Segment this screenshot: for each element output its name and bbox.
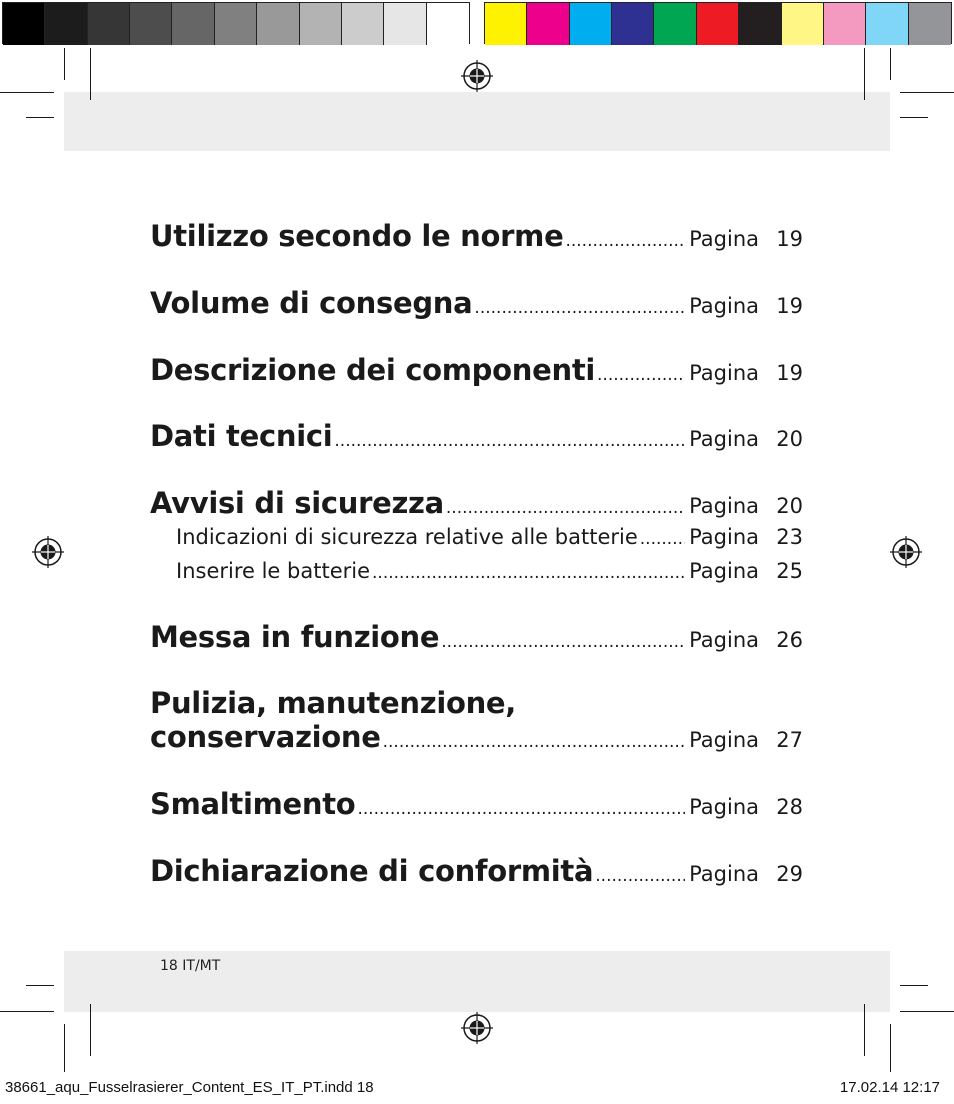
color-swatch [909, 3, 951, 45]
leader-dots [446, 498, 685, 518]
color-swatch [824, 3, 866, 45]
toc-sub-entry[interactable] [176, 525, 803, 549]
color-swatch [130, 3, 172, 45]
page-label: Pagina [689, 728, 759, 752]
toc-entry-title: Messa in funzione [150, 620, 440, 654]
page-number-footer: 18 IT/MT [160, 958, 221, 974]
page-number: 25 [776, 559, 803, 583]
color-swatch [45, 3, 87, 45]
registration-mark-icon [31, 535, 65, 569]
color-swatch [782, 3, 824, 45]
toc-entry[interactable] [150, 353, 803, 387]
toc-sub-entry-title: Inserire le batterie [176, 559, 371, 583]
page-label: Pagina [689, 862, 759, 886]
toc-entry[interactable] [150, 286, 803, 320]
color-swatch [257, 3, 299, 45]
process-color-bar [484, 2, 952, 44]
toc-entry-title: Dichiarazione di conformità [150, 854, 594, 888]
color-swatch [612, 3, 654, 45]
toc-entry-title: Dati tecnici [150, 419, 333, 453]
color-swatch [3, 3, 45, 45]
toc-entry[interactable] [150, 787, 803, 821]
toc-entry[interactable] [150, 620, 803, 654]
registration-mark-icon [460, 1011, 494, 1045]
color-swatch [654, 3, 696, 45]
page-number: 28 [776, 795, 803, 819]
color-swatch [342, 3, 384, 45]
color-swatch [300, 3, 342, 45]
page-number: 19 [776, 294, 803, 318]
leader-dots [441, 632, 685, 652]
color-swatch [697, 3, 739, 45]
registration-mark-icon [889, 535, 923, 569]
page-label: Pagina [689, 227, 759, 251]
toc-entry-title: conservazione [150, 720, 381, 754]
toc-entry-title: Utilizzo secondo le norme [150, 219, 564, 253]
leader-dots [372, 563, 685, 583]
color-swatch [215, 3, 257, 45]
toc-entry[interactable] [150, 486, 803, 520]
toc-entry-title: Avvisi di sicurezza [150, 486, 444, 520]
leader-dots [357, 799, 685, 819]
color-swatch [384, 3, 426, 45]
toc-sub-entry-title: Indicazioni di sicurezza relative alle batterie [176, 525, 638, 549]
leader-dots [383, 732, 685, 752]
file-slug: 38661_aqu_Fusselrasierer_Content_ES_IT_PT.indd 18 [5, 1079, 374, 1096]
color-swatch [527, 3, 569, 45]
page-label: Pagina [689, 795, 759, 819]
toc-entry-title: Smaltimento [150, 787, 356, 821]
page-label: Pagina [689, 294, 759, 318]
color-swatch [866, 3, 908, 45]
page-number: 26 [776, 628, 803, 652]
header-band [64, 92, 890, 151]
page-number: 27 [776, 728, 803, 752]
leader-dots [334, 431, 685, 451]
color-swatch [485, 3, 527, 45]
color-swatch [570, 3, 612, 45]
page-number: 20 [776, 427, 803, 451]
leader-dots [640, 529, 685, 549]
page-label: Pagina [689, 525, 759, 549]
toc-sub-entry[interactable] [176, 559, 803, 583]
leader-dots [595, 866, 685, 886]
page-number: 29 [776, 862, 803, 886]
page-label: Pagina [689, 494, 759, 518]
page-label: Pagina [689, 628, 759, 652]
leader-dots [565, 231, 685, 251]
color-swatch [739, 3, 781, 45]
leader-dots [474, 298, 685, 318]
page-number: 19 [776, 227, 803, 251]
registration-mark-icon [460, 59, 494, 93]
toc-entry-title: Descrizione dei componenti [150, 353, 596, 387]
page-label: Pagina [689, 361, 759, 385]
leader-dots [597, 365, 685, 385]
date-time-slug: 17.02.14 12:17 [839, 1079, 940, 1096]
toc-entry[interactable] [150, 219, 803, 253]
page-label: Pagina [689, 559, 759, 583]
page-number: 20 [776, 494, 803, 518]
color-swatch [172, 3, 214, 45]
toc-entry[interactable] [150, 419, 803, 453]
color-swatch [427, 3, 469, 45]
toc-entry[interactable] [150, 854, 803, 888]
page-label: Pagina [689, 427, 759, 451]
grayscale-color-bar [2, 2, 470, 44]
page-number: 19 [776, 361, 803, 385]
color-swatch [88, 3, 130, 45]
toc-entry-title: Volume di consegna [150, 286, 473, 320]
toc-entry-title-line1: Pulizia, manutenzione, [150, 686, 517, 720]
toc-entry[interactable] [150, 720, 803, 754]
page-number: 23 [776, 525, 803, 549]
